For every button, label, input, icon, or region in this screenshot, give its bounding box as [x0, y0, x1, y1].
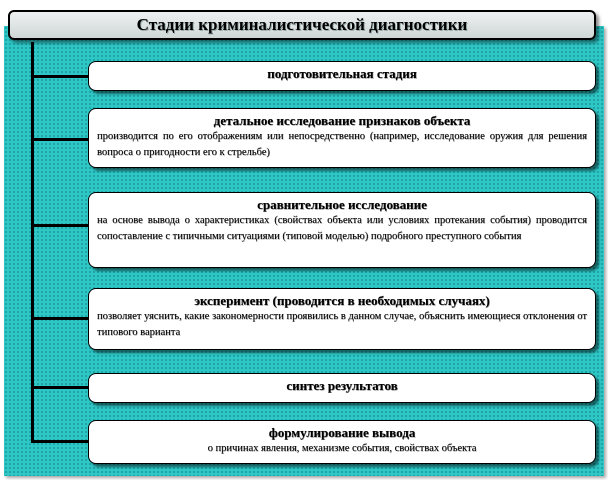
stage-heading: синтез результатов	[286, 378, 398, 393]
connector-stage-6	[31, 440, 88, 443]
stage-box-preparatory	[88, 61, 596, 91]
stage-description: о причинах явления, механизме события, свойствах объекта	[207, 443, 477, 454]
connector-stage-1	[31, 75, 88, 78]
stage-heading: подготовительная стадия	[267, 66, 417, 81]
connector-stage-4	[31, 317, 88, 320]
stage-box-conclusion	[88, 420, 596, 464]
stage-heading: сравнительное исследование	[257, 197, 427, 212]
connector-stage-3	[31, 224, 88, 227]
stage-description: производится по его отображениям или непосредственно (например, исследование оружия для решения вопроса о пригодности его к стрельбе)	[97, 131, 587, 158]
stage-description: позволяет уяснить, какие закономерности проявились в данном случае, объяснить имеющиеся отклонения от типового варианта	[97, 311, 587, 338]
diagram-title: Стадии криминалистической диагностики	[8, 10, 596, 40]
stage-box-detailed-study	[88, 108, 596, 168]
stage-heading: детальное исследование признаков объекта	[213, 113, 471, 128]
stage-description: на основе вывода о характеристиках (свойствах объекта или условиях протекания события) проводится сопоставление с типичными ситуациями (типовой моделью) подробного преступного события	[97, 215, 587, 242]
stage-box-experiment	[88, 288, 596, 350]
stage-box-comparative-study	[88, 192, 596, 268]
connector-spine	[31, 42, 34, 442]
stage-heading: эксперимент (проводится в необходимых случаях)	[194, 293, 490, 308]
connector-stage-2	[31, 138, 88, 141]
stage-box-synthesis	[88, 373, 596, 403]
stage-heading: формулирование вывода	[268, 425, 416, 440]
connector-stage-5	[31, 386, 88, 389]
